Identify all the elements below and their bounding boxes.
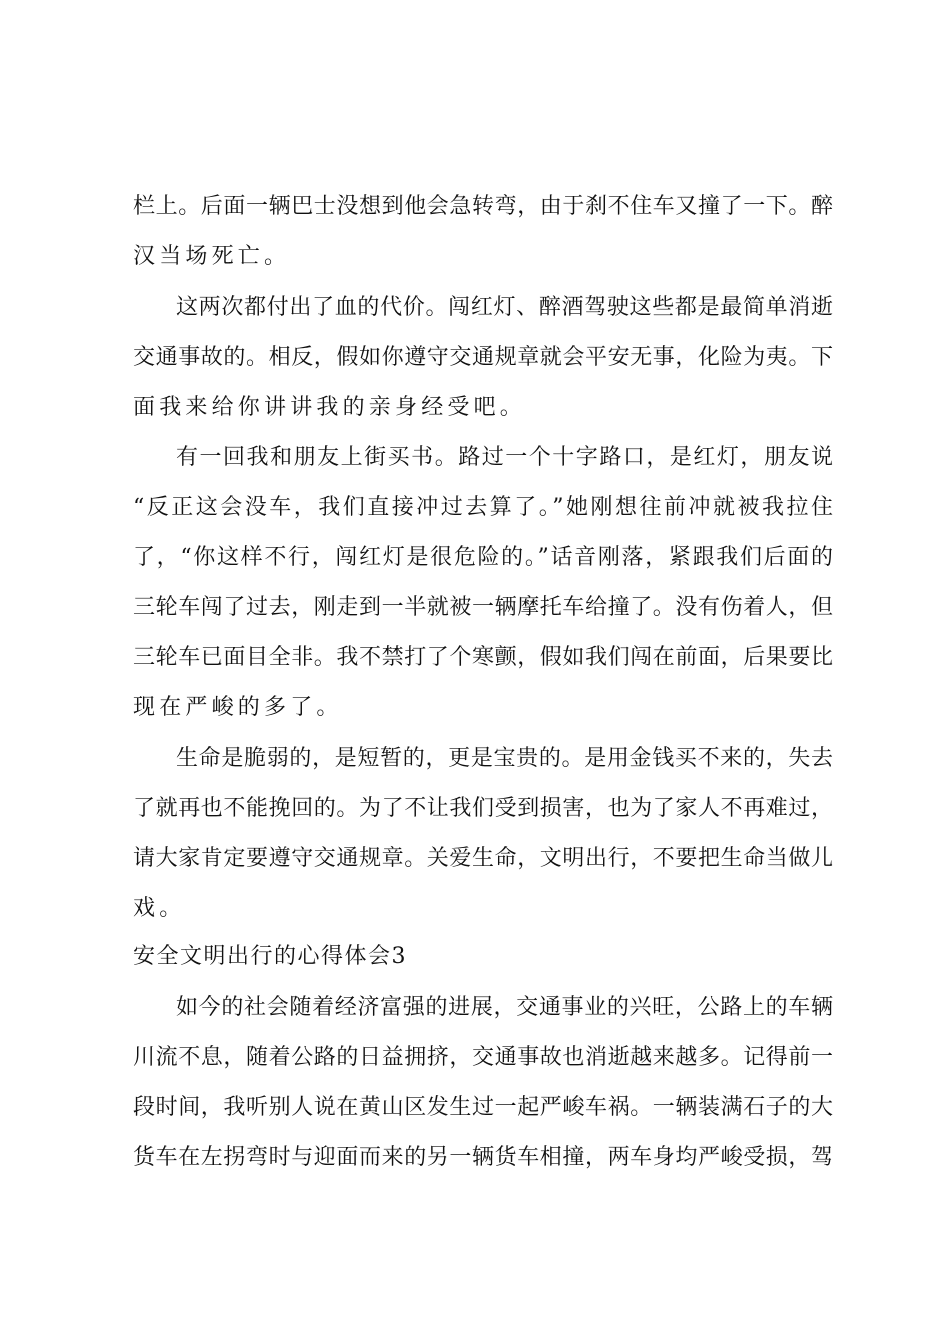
paragraph-line: 了，“你这样不行，闯红灯是很危险的。”话音刚落，紧跟我们后面的: [133, 545, 833, 570]
paragraph-line: 这两次都付出了血的代价。闯红灯、醉酒驾驶这些都是最简单消逝: [176, 295, 833, 320]
paragraph-line: 栏上。后面一辆巴士没想到他会急转弯，由于刹不住车又撞了一下。醉: [133, 194, 833, 219]
paragraph-line: 了就再也不能挽回的。为了不让我们受到损害，也为了家人不再难过，: [133, 796, 833, 821]
paragraph-line: 戏。: [133, 896, 186, 921]
paragraph-line: 请大家肯定要遵守交通规章。关爱生命，文明出行，不要把生命当做儿: [133, 846, 833, 871]
paragraph-line: 川流不息，随着公路的日益拥挤，交通事故也消逝越来越多。记得前一: [133, 1045, 833, 1070]
paragraph-line: 段时间，我听别人说在黄山区发生过一起严峻车祸。一辆装满石子的大: [133, 1095, 833, 1120]
paragraph-line: 生命是脆弱的，是短暂的，更是宝贵的。是用金钱买不来的，失去: [176, 746, 833, 771]
paragraph-line: 现在严峻的多了。: [133, 695, 343, 720]
paragraph-line: 如今的社会随着经济富强的进展，交通事业的兴旺，公路上的车辆: [176, 995, 833, 1020]
paragraph-line: “反正这会没车，我们直接冲过去算了。”她刚想往前冲就被我拉住: [133, 495, 833, 520]
paragraph-line: 三轮车已面目全非。我不禁打了个寒颤，假如我们闯在前面，后果要比: [133, 645, 833, 670]
paragraph-line: 汉当场死亡。: [133, 244, 291, 269]
paragraph-line: 有一回我和朋友上街买书。路过一个十字路口，是红灯，朋友说: [176, 445, 833, 470]
paragraph-line: 三轮车闯了过去，刚走到一半就被一辆摩托车给撞了。没有伤着人，但: [133, 595, 833, 620]
section-heading: 安全文明出行的心得体会3: [133, 944, 407, 969]
paragraph-line: 交通事故的。相反，假如你遵守交通规章就会平安无事，化险为夷。下: [133, 345, 833, 370]
paragraph-line: 面我来给你讲讲我的亲身经受吧。: [133, 395, 527, 420]
paragraph-line: 货车在左拐弯时与迎面而来的另一辆货车相撞，两车身均严峻受损，驾: [133, 1145, 833, 1170]
